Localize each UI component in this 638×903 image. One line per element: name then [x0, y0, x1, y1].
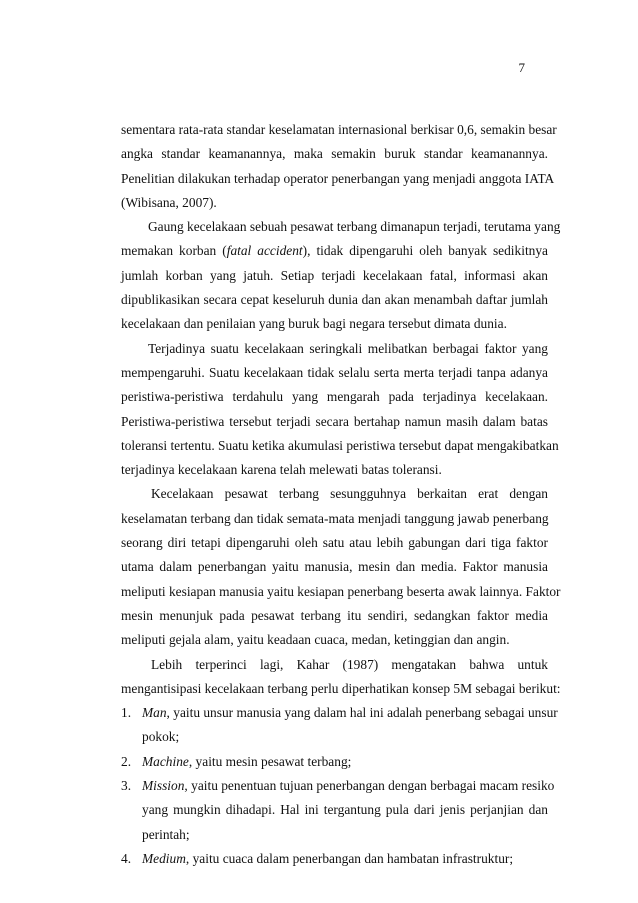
list-item: 3. Mission, yaitu penentuan tujuan penerbangan dengan berbagai macam resiko	[121, 774, 548, 798]
list-term: Mission	[142, 778, 185, 794]
list-number: 1.	[121, 705, 132, 721]
list-number: 3.	[121, 778, 132, 794]
text-line: keselamatan terbang dan tidak semata-mata menjadi tanggung jawab penerbang	[121, 510, 549, 526]
text-line: angka standar keamanannya, maka semakin buruk standar keamanannya.	[121, 146, 548, 162]
text-line: mempengaruhi. Suatu kecelakaan tidak selalu serta merta terjadi tanpa adanya	[121, 364, 548, 380]
body-text	[121, 118, 561, 871]
list-term: Medium	[142, 850, 186, 866]
list-item: 1. Man, yaitu unsur manusia yang dalam hal ini adalah penerbang sebagai unsur	[121, 701, 548, 725]
text-line: jumlah korban yang jatuh. Setiap terjadi kecelakaan fatal, informasi akan	[121, 267, 548, 283]
list-item-continuation: pokok;	[142, 729, 180, 745]
text-line: (Wibisana, 2007).	[121, 194, 217, 210]
text-line: sementara rata-rata standar keselamatan internasional berkisar 0,6, semakin besar	[121, 122, 557, 137]
text-line: mesin menunjuk pada pesawat terbang itu sendiri, sedangkan faktor media	[121, 607, 548, 623]
text-line: meliputi gejala alam, yaitu keadaan cuaca, medan, ketinggian dan angin.	[121, 632, 510, 648]
list-item: 2. Machine, yaitu mesin pesawat terbang;	[121, 750, 548, 774]
text-line: Lebih terperinci lagi, Kahar (1987) mengatakan bahwa untuk	[151, 656, 548, 672]
text-line: Gaung kecelakaan sebuah pesawat terbang dimanapun terjadi, terutama yang	[148, 219, 561, 235]
text-line: Peristiwa-peristiwa tersebut terjadi secara bertahap namun masih dalam batas	[121, 413, 548, 429]
list-term: Machine	[142, 753, 189, 769]
text-line: dipublikasikan secara cepat keseluruh dunia dan akan menambah daftar jumlah	[121, 292, 548, 308]
text-line: Penelitian dilakukan terhadap operator penerbangan yang menjadi anggota IATA	[121, 170, 555, 186]
list-number: 4.	[121, 850, 132, 866]
text-line: toleransi tertentu. Suatu ketika akumulasi peristiwa tersebut dapat mengakibatkan	[121, 437, 559, 453]
list-number: 2.	[121, 753, 132, 769]
italic-term: fatal accident	[226, 243, 303, 259]
text-line: peristiwa-peristiwa terdahulu yang mengarah pada terjadinya kecelakaan.	[121, 389, 548, 405]
list-item: 4. Medium, yaitu cuaca dalam penerbangan dan hambatan infrastruktur;	[121, 847, 548, 871]
list-item-continuation: yang mungkin dihadapi. Hal ini tergantung pula dari jenis perjanjian dan	[142, 802, 548, 818]
text-line: memakan korban (fatal accident), tidak dipengaruhi oleh banyak sedikitnya	[121, 243, 548, 259]
text-line: Kecelakaan pesawat terbang sesungguhnya berkaitan erat dengan	[151, 486, 548, 502]
list-term: Man	[142, 705, 167, 721]
text-line: mengantisipasi kecelakaan terbang perlu diperhatikan konsep 5M sebagai berikut:	[121, 680, 561, 696]
text-line: seorang diri tetapi dipengaruhi oleh satu atau lebih gabungan dari tiga faktor	[121, 535, 548, 551]
text-line: Terjadinya suatu kecelakaan seringkali melibatkan berbagai faktor yang	[148, 340, 548, 356]
text-line: terjadinya kecelakaan karena telah melewati batas toleransi.	[121, 462, 442, 478]
text-line: kecelakaan dan penilaian yang buruk bagi negara tersebut dimata dunia.	[121, 316, 507, 332]
page-number: 7	[518, 60, 525, 75]
text-line: meliputi kesiapan manusia yaitu kesiapan penerbang beserta awak lainnya. Faktor	[121, 583, 561, 599]
list-item-continuation: perintah;	[142, 826, 190, 842]
text-line: utama dalam penerbangan yaitu manusia, mesin dan media. Faktor manusia	[121, 559, 548, 575]
